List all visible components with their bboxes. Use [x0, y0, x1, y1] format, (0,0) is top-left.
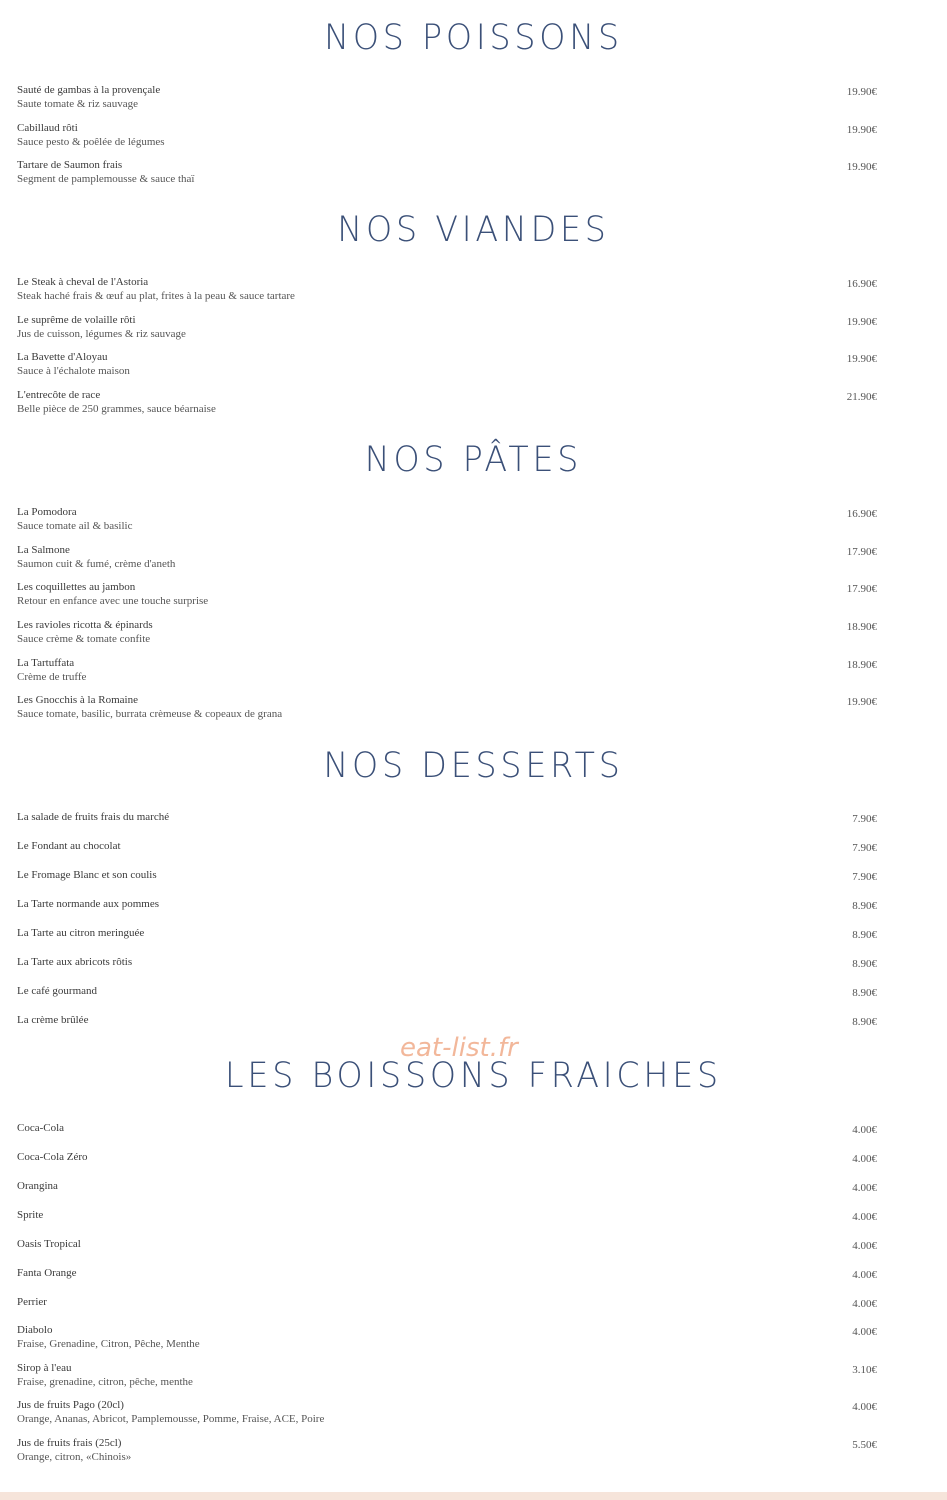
item-name: Perrier: [17, 1296, 47, 1308]
item-name: Jus de fruits Pago (20cl): [17, 1399, 124, 1411]
item-description: Orange, Ananas, Abricot, Pamplemousse, Pomme, Fraise, ACE, Poire: [17, 1413, 325, 1425]
item-price: 16.90€: [846, 508, 877, 520]
menu-item: [17, 121, 887, 149]
item-name: La salade de fruits frais du marché: [17, 811, 170, 823]
item-price: 4.00€: [852, 1211, 877, 1223]
item-name: Orangina: [17, 1180, 58, 1192]
item-price: 4.00€: [852, 1240, 877, 1252]
item-name: Le Fondant au chocolat: [17, 840, 121, 852]
item-description: Jus de cuisson, légumes & riz sauvage: [17, 328, 186, 340]
section-title-boissons: LES BOISSONS FRAICHES: [225, 1056, 722, 1096]
item-price: 7.90€: [852, 842, 877, 854]
item-price: 21.90€: [846, 391, 877, 403]
item-name: Oasis Tropical: [17, 1238, 81, 1250]
item-name: Sprite: [17, 1209, 44, 1221]
item-price: 8.90€: [852, 929, 877, 941]
menu-item: [17, 1323, 887, 1351]
item-description: Belle pièce de 250 grammes, sauce béarnaise: [17, 403, 216, 415]
item-description: Orange, citron, «Chinois»: [17, 1451, 132, 1463]
item-name: Le Steak à cheval de l'Astoria: [17, 276, 149, 288]
item-name: Le Fromage Blanc et son coulis: [17, 869, 157, 881]
item-price: 19.90€: [846, 696, 877, 708]
item-name: Les coquillettes au jambon: [17, 581, 136, 593]
menu-item: [17, 350, 887, 378]
menu-item: [17, 1436, 887, 1464]
item-price: 4.00€: [852, 1269, 877, 1281]
menu-item: [17, 1179, 887, 1193]
item-description: Segment de pamplemousse & sauce thaï: [17, 173, 195, 185]
item-price: 8.90€: [852, 987, 877, 999]
item-name: Le suprême de volaille rôti: [17, 314, 136, 326]
item-price: 4.00€: [852, 1298, 877, 1310]
item-price: 7.90€: [852, 813, 877, 825]
item-price: 17.90€: [846, 546, 877, 558]
item-description: Saute tomate & riz sauvage: [17, 98, 138, 110]
menu-item: [17, 275, 887, 303]
item-price: 18.90€: [846, 659, 877, 671]
item-name: Fanta Orange: [17, 1267, 77, 1279]
menu-item: [17, 897, 887, 911]
item-description: Sauce tomate, basilic, burrata crèmeuse & copeaux de grana: [17, 708, 283, 720]
item-price: 8.90€: [852, 900, 877, 912]
item-name: Tartare de Saumon frais: [17, 159, 123, 171]
item-price: 5.50€: [852, 1439, 877, 1451]
menu-item: [17, 1266, 887, 1280]
menu-item: [17, 388, 887, 416]
item-name: Coca-Cola: [17, 1122, 65, 1134]
menu-item: [17, 313, 887, 341]
item-name: Sirop à l'eau: [17, 1362, 72, 1374]
item-name: La Tarte aux abricots rôtis: [17, 956, 133, 968]
item-price: 4.00€: [852, 1401, 877, 1413]
item-name: L'entrecôte de race: [17, 389, 101, 401]
item-price: 19.90€: [846, 124, 877, 136]
menu-item: [17, 984, 887, 998]
item-price: 17.90€: [846, 583, 877, 595]
bottom-border: [0, 1492, 947, 1500]
menu-item: [17, 1295, 887, 1309]
item-price: 8.90€: [852, 1016, 877, 1028]
item-name: La Pomodora: [17, 506, 77, 518]
item-price: 7.90€: [852, 871, 877, 883]
section-title-poissons: NOS POISSONS: [324, 18, 623, 58]
menu-item: [17, 505, 887, 533]
menu-item: [17, 1208, 887, 1222]
item-name: Jus de fruits frais (25cl): [17, 1437, 122, 1449]
item-name: Diabolo: [17, 1324, 53, 1336]
item-name: La crème brûlée: [17, 1014, 89, 1026]
menu-item: [17, 83, 887, 111]
menu-item: [17, 1121, 887, 1135]
item-price: 16.90€: [846, 278, 877, 290]
item-name: Les ravioles ricotta & épinards: [17, 619, 153, 631]
item-price: 19.90€: [846, 353, 877, 365]
item-price: 4.00€: [852, 1153, 877, 1165]
item-description: Sauce à l'échalote maison: [17, 365, 130, 377]
watermark: eat-list.fr: [400, 1033, 518, 1063]
item-name: Coca-Cola Zéro: [17, 1151, 88, 1163]
menu-item: [17, 955, 887, 969]
item-name: Les Gnocchis à la Romaine: [17, 694, 138, 706]
menu-item: [17, 926, 887, 940]
menu-item: [17, 693, 887, 721]
item-name: La Salmone: [17, 544, 70, 556]
menu-item: [17, 158, 887, 186]
item-name: Cabillaud rôti: [17, 122, 78, 134]
item-description: Sauce tomate ail & basilic: [17, 520, 133, 532]
section-title-desserts: NOS DESSERTS: [323, 746, 624, 786]
item-price: 3.10€: [852, 1364, 877, 1376]
item-price: 18.90€: [846, 621, 877, 633]
item-name: La Tarte au citron meringuée: [17, 927, 145, 939]
menu-item: [17, 839, 887, 853]
item-name: La Bavette d'Aloyau: [17, 351, 108, 363]
item-description: Saumon cuit & fumé, crème d'aneth: [17, 558, 176, 570]
item-description: Retour en enfance avec une touche surprise: [17, 595, 209, 607]
item-description: Sauce crème & tomate confite: [17, 633, 151, 645]
item-description: Fraise, Grenadine, Citron, Pêche, Menthe: [17, 1338, 200, 1350]
menu-item: [17, 618, 887, 646]
menu-item: [17, 1398, 887, 1426]
item-description: Fraise, grenadine, citron, pêche, menthe: [17, 1376, 193, 1388]
menu-item: [17, 810, 887, 824]
item-price: 8.90€: [852, 958, 877, 970]
item-name: Sauté de gambas à la provençale: [17, 84, 161, 96]
item-price: 19.90€: [846, 161, 877, 173]
menu-item: [17, 656, 887, 684]
menu-item: [17, 1013, 887, 1027]
menu-item: [17, 868, 887, 882]
item-description: Crème de truffe: [17, 671, 87, 683]
menu-item: [17, 1237, 887, 1251]
item-price: 19.90€: [846, 316, 877, 328]
menu-item: [17, 1361, 887, 1389]
item-description: Sauce pesto & poêlée de légumes: [17, 136, 165, 148]
item-price: 19.90€: [846, 86, 877, 98]
menu-item: [17, 580, 887, 608]
section-title-pates: NOS PÂTES: [364, 440, 583, 480]
item-description: Steak haché frais & œuf au plat, frites à la peau & sauce tartare: [17, 290, 295, 302]
item-price: 4.00€: [852, 1182, 877, 1194]
menu-item: [17, 1150, 887, 1164]
item-name: Le café gourmand: [17, 985, 98, 997]
item-name: La Tartuffata: [17, 657, 75, 669]
menu-item: [17, 543, 887, 571]
item-price: 4.00€: [852, 1326, 877, 1338]
section-title-viandes: NOS VIANDES: [337, 210, 610, 250]
item-name: La Tarte normande aux pommes: [17, 898, 159, 910]
item-price: 4.00€: [852, 1124, 877, 1136]
